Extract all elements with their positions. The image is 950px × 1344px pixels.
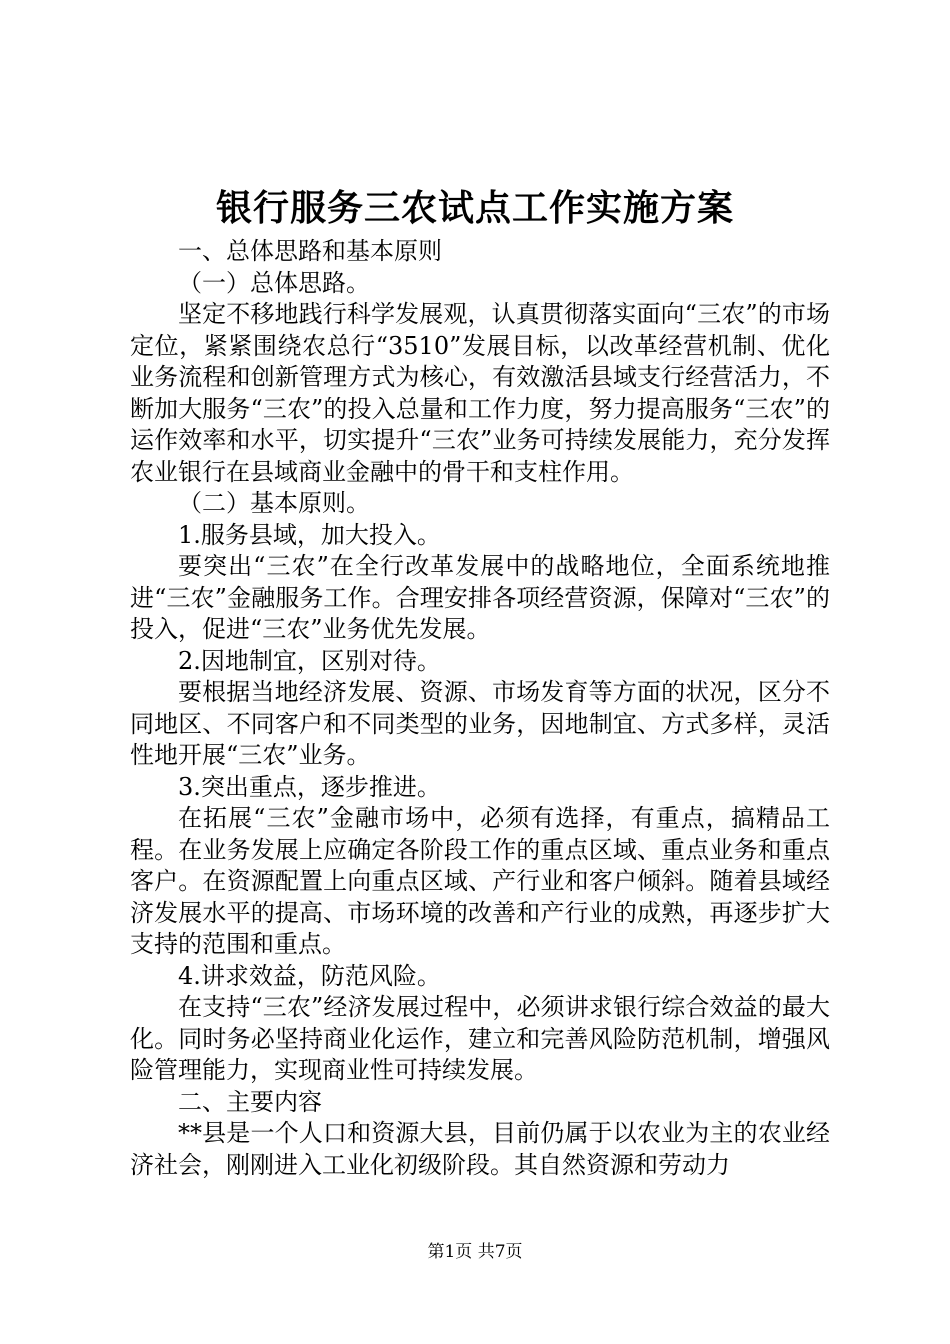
paragraph: 坚定不移地践行科学发展观，认真贯彻落实面向“三农”的市场定位，紧紧围绕农总行“3510”发展目标，以改革经营机制、优化业务流程和创新管理方式为核心，有效激活县域支行经营活力，不断加大服务“三农”的投入总量和工作力度，努力提高服务“三农”的运作效率和水平，切实提升“三农”业务可持续发展能力，充分发挥农业银行在县域商业金融中的骨干和支柱作用。 [130,300,830,486]
subsection-heading-1: （一）总体思路。 [178,268,370,297]
principle-heading-4: 4.讲求效益，防范风险。 [178,961,441,990]
principle-heading-2: 2.因地制宜，区别对待。 [178,646,441,675]
section-heading-2: 二、主要内容 [178,1087,322,1116]
paragraph: **县是一个人口和资源大县，目前仍属于以农业为主的农业经济社会，刚刚进入工业化初级阶段。其自然资源和劳动力 [130,1119,830,1179]
paragraph: 在支持“三农”经济发展过程中，必须讲求银行综合效益的最大化。同时务必坚持商业化运作，建立和完善风险防范机制，增强风险管理能力，实现商业性可持续发展。 [130,993,830,1084]
principle-heading-1: 1.服务县域，加大投入。 [178,520,441,549]
paragraph: 要根据当地经济发展、资源、市场发育等方面的状况，区分不同地区、不同客户和不同类型的业务，因地制宜、方式多样，灵活性地开展“三农”业务。 [130,678,830,769]
subsection-heading-2: （二）基本原则。 [178,489,370,517]
principle-heading-3: 3.突出重点，逐步推进。 [178,772,441,801]
document-body [130,236,830,1181]
paragraph: 在拓展“三农”金融市场中，必须有选择，有重点，搞精品工程。在业务发展上应确定各阶段工作的重点区域、重点业务和重点客户。在资源配置上向重点区域、产行业和客户倾斜。随着县域经济发展水平的提高、市场环境的改善和产行业的成熟，再逐步扩大支持的范围和重点。 [130,804,830,958]
paragraph: 要突出“三农”在全行改革发展中的战略地位，全面系统地推进“三农”金融服务工作。合理安排各项经营资源，保障对“三农”的投入，促进“三农”业务优先发展。 [130,552,830,643]
document-title: 银行服务三农试点工作实施方案 [215,187,734,229]
page-number: 第1页 共7页 [427,1242,523,1262]
section-heading-1: 一、总体思路和基本原则 [178,237,442,265]
